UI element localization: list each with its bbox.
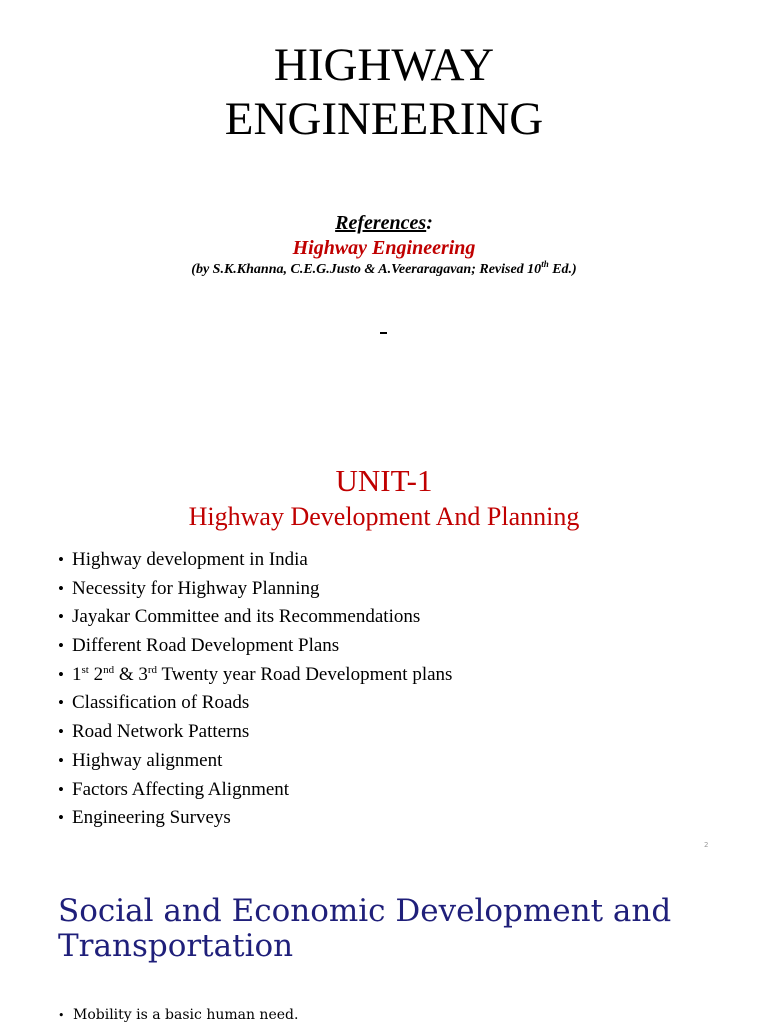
bullet: •: [58, 808, 64, 828]
title-line-2: ENGINEERING: [224, 93, 544, 145]
topic-text: Highway development in India: [72, 549, 308, 570]
topic-item: [58, 804, 452, 833]
topic-list: [58, 546, 452, 833]
bullet: •: [58, 578, 64, 598]
topic-text-plans: [72, 664, 452, 685]
edition-superscript: th: [541, 259, 549, 269]
topic-item: [58, 603, 452, 632]
references-label: References: [335, 212, 427, 234]
bullet: •: [58, 550, 64, 569]
bullet: •: [58, 779, 64, 799]
bullet: •: [58, 722, 64, 742]
ordinal-suffix: nd: [103, 663, 115, 676]
topic-text: Highway alignment: [72, 749, 223, 771]
topic-item: [58, 575, 452, 604]
reference-book-title: Highway Engineering: [292, 237, 476, 259]
bullet: •: [58, 636, 64, 656]
topic-text: Factors Affecting Alignment: [72, 778, 290, 800]
unit-subtitle: Highway Development And Planning: [188, 502, 580, 531]
topic-text: Necessity for Highway Planning: [72, 577, 320, 599]
topic-rest: Twenty year Road Development plans: [157, 663, 453, 685]
topic-item: [58, 747, 452, 776]
topic-text: Engineering Surveys: [72, 807, 231, 829]
references-block: [0, 210, 768, 280]
authors-edition: Ed.): [548, 262, 577, 277]
reference-authors: [0, 260, 768, 280]
references-heading: [0, 210, 768, 236]
page-number: 2: [704, 841, 709, 849]
bullet: •: [58, 693, 64, 713]
topic-text: Classification of Roads: [72, 692, 250, 714]
topic-item: [58, 632, 452, 661]
topic-item: [58, 776, 452, 805]
ordinal-suffix: st: [81, 663, 89, 676]
bullet: •: [58, 664, 64, 684]
ordinal-number: & 3: [114, 663, 148, 685]
bullet: •: [58, 750, 64, 770]
authors-text: (by S.K.Khanna, C.E.G.Justo & A.Veeraragavan; Revised 10: [191, 262, 542, 277]
title-line-1: HIGHWAY: [273, 39, 495, 91]
topic-item: [58, 661, 452, 690]
bullet: •: [58, 1009, 65, 1022]
unit-title: UNIT-1: [335, 463, 433, 498]
topic-text: Road Network Patterns: [72, 721, 250, 743]
list-item-text: Mobility is a basic human need.: [73, 1007, 299, 1023]
topic-text: Jayakar Committee and its Recommendations: [72, 606, 421, 628]
references-colon: :: [426, 212, 433, 234]
topic-item: [58, 546, 452, 575]
divider-dash: [380, 332, 387, 334]
main-title: [0, 38, 768, 146]
ordinal-suffix: rd: [147, 663, 158, 676]
ordinal-number: 2: [88, 663, 104, 685]
ordinal-number: 1: [72, 663, 82, 685]
topic-item: [58, 718, 452, 747]
topic-text: Different Road Development Plans: [72, 635, 340, 657]
bullet: •: [58, 607, 64, 627]
topic-item: [58, 689, 452, 718]
section-title: Social and Economic Development and Transportation: [58, 893, 672, 964]
